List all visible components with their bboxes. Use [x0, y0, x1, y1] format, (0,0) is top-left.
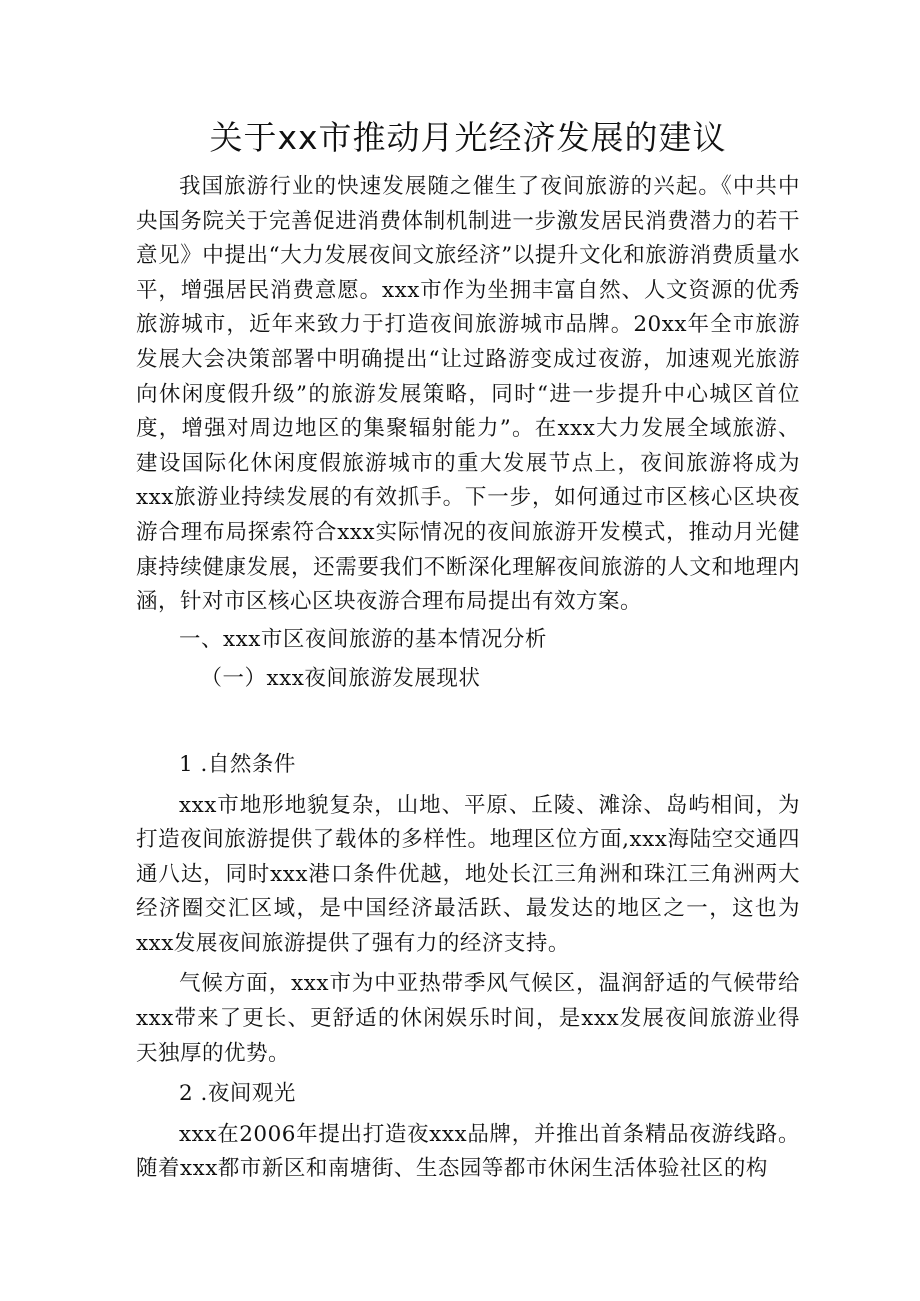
item-heading-natural-conditions: 1 .自然条件 — [179, 751, 296, 777]
natural-conditions-paragraph-1: xxx市地形地貌复杂，山地、平原、丘陵、滩涂、岛屿相间，为打造夜间旅游提供了载体的多样性。地理区位方面,xxx海陆空交通四通八达，同时xxx港口条件优越，地处长江三角洲和珠江三角洲两大经济圈交汇区域，是中国经济最活跃、最发达的地区之一，这也为xxx发展夜间旅游提供了强有力的经济支持。 — [136, 792, 800, 956]
natural-conditions-paragraph-2: 气候方面，xxx市为中亚热带季风气候区，温润舒适的气候带给xxx带来了更长、更舒适的休闲娱乐时间，是xxx发展夜间旅游业得天独厚的优势。 — [136, 971, 800, 1066]
section-heading-1: 一、xxx市区夜间旅游的基本情况分析 — [179, 626, 547, 652]
subsection-heading-1: （一）xxx夜间旅游发展现状 — [200, 666, 481, 692]
intro-paragraph: 我国旅游行业的快速发展随之催生了夜间旅游的兴起。《中共中央国务院关于完善促进消费体制机制进一步激发居民消费潜力的若干意见》中提出“大力发展夜间文旅经济”以提升文化和旅游消费质量水平，增强居民消费意愿。xxx市作为坐拥丰富自然、人文资源的优秀旅游城市，近年来致力于打造夜间旅游城市品牌。20xx年全市旅游发展大会决策部署中明确提出“让过路游变成过夜游，加速观光旅游向休闲度假升级”的旅游发展策略，同时“进一步提升中心城区首位度，增强对周边地区的集聚辐射能力”。在xxx大力发展全域旅游、建设国际化休闲度假旅游城市的重大发展节点上，夜间旅游将成为xxx旅游业持续发展的有效抓手。下一步，如何通过市区核心区块夜游合理布局探索符合xxx实际情况的夜间旅游开发模式，推动月光健康持续健康发展，还需要我们不断深化理解夜间旅游的人文和地理内涵，针对市区核心区块夜游合理布局提出有效方案。 — [136, 174, 800, 615]
document-title: 关于xx市推动月光经济发展的建议 — [209, 118, 727, 157]
blank-gap — [136, 702, 800, 742]
item-heading-night-sightseeing: 2 .夜间观光 — [179, 1081, 296, 1107]
night-sightseeing-paragraph: xxx在2006年提出打造夜xxx品牌，并推出首条精品夜游线路。随着xxx都市新区和南塘街、生态园等都市休闲生活体验社区的构 — [136, 1121, 800, 1182]
document-page — [136, 116, 800, 1187]
